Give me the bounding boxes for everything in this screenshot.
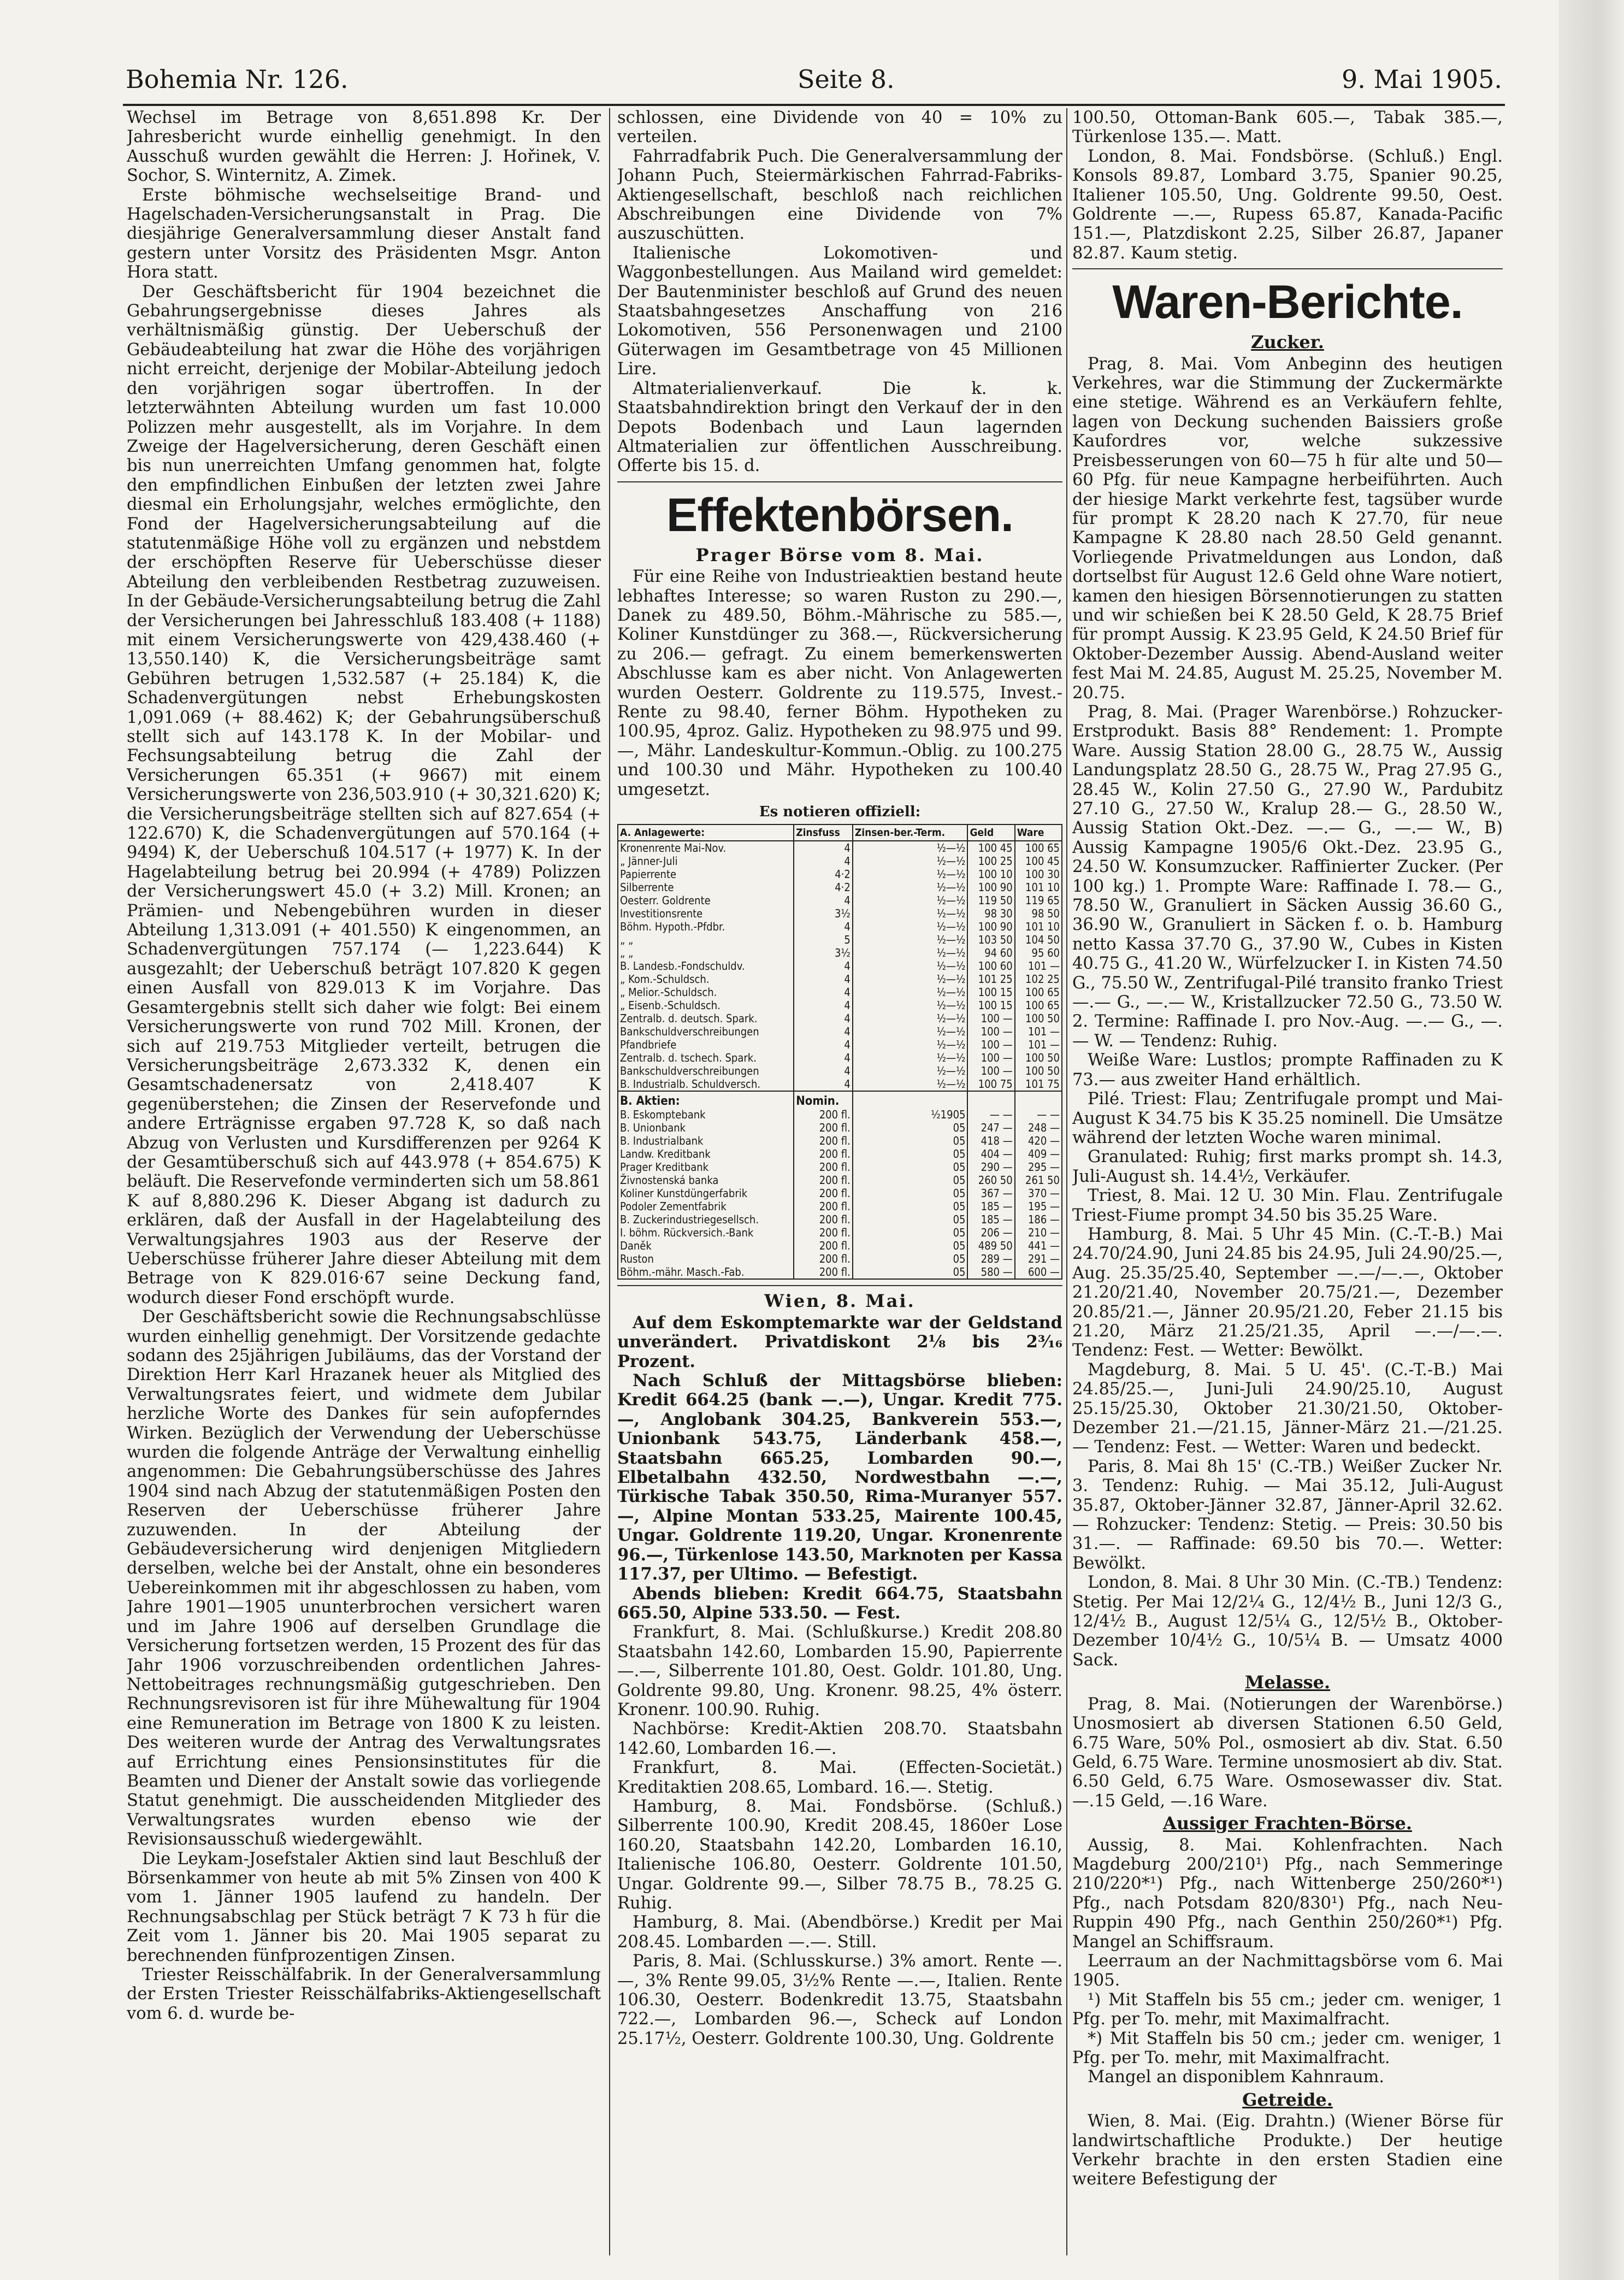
table-cell: 5 bbox=[794, 933, 853, 946]
header-page-number: Seite 8. bbox=[798, 64, 895, 94]
table-row bbox=[618, 1252, 1062, 1265]
table-row bbox=[618, 1025, 1062, 1038]
header-rule bbox=[123, 104, 1505, 106]
column-rule bbox=[1066, 108, 1067, 2255]
table-row bbox=[618, 1134, 1062, 1147]
table-cell: 05 bbox=[853, 1134, 968, 1147]
table-cell: 100 10 bbox=[967, 868, 1014, 881]
subsection-title: Melasse. bbox=[1244, 1672, 1331, 1693]
table-cell: 580 — bbox=[967, 1265, 1014, 1279]
table-cell: ½1905 bbox=[853, 1108, 968, 1121]
table-cell: 4 bbox=[794, 1064, 853, 1077]
table-cell: 370 — bbox=[1015, 1187, 1062, 1200]
section-rule bbox=[617, 481, 1062, 482]
table-cell: 100 50 bbox=[1015, 1051, 1062, 1064]
table-cell: 05 bbox=[853, 1265, 968, 1279]
table-cell: 404 — bbox=[967, 1147, 1014, 1160]
table-cell: 4 bbox=[794, 1012, 853, 1025]
table-cell: 418 — bbox=[967, 1134, 1014, 1147]
table-cell: 94 60 bbox=[967, 946, 1014, 959]
table-cell: ½—½ bbox=[853, 855, 968, 868]
table-cell: Ruston bbox=[618, 1252, 794, 1265]
market-report: Frankfurt, 8. Mai. (Effecten-Societät.) Kreditaktien 208.65, Lombard. 16.—. Stetig. bbox=[617, 1758, 1062, 1797]
market-report: Paris, 8. Mai 8h 15' (C.-TB.) Weißer Zucker Nr. 3. Tendenz: Ruhig. — Mai 35.12, Juli-August 35.87, Oktober-Jänner 32.87, Jänner-April 32.62. — Rohzucker: Tendenz: Stetig. — Preis: 30.50 bis 31.—. — Raffinade: 69.50 bis 70.—. Wetter: Bewölkt. bbox=[1072, 1457, 1503, 1573]
table-cell: ½—½ bbox=[853, 1064, 968, 1077]
table-cell: Zentralb. d. tschech. Spark. bbox=[618, 1051, 794, 1064]
table-cell: 200 fl. bbox=[794, 1213, 853, 1226]
table-cell: 441 — bbox=[1015, 1239, 1062, 1252]
table-cell: Bankschuldverschreibungen bbox=[618, 1064, 794, 1077]
article-paragraph: Der Geschäftsbericht sowie die Rechnungsabschlüsse wurden einhellig genehmigt. Der Vorsitzende gedachte sodann des 25jährigen Jubiläums, das der Vorstand der Direktion Herr Karl Hrazanek heuer als Mitglied des Verwaltungsrates feiert, und widmete dem Jubilar herzliche Worte des Dankes für sein aufopferndes Wirken. Bezüglich der Verwendung der Ueberschüsse wurden die folgende Anträge der Verwaltung einhellig angenommen: Die Gebahrungsüberschüsse des Jahres 1904 sind nach Abzug der statutenmäßigen Posten den Reserven der Ueberschüsse früherer Jahre zuzuwenden. In der Abteilung der Gebäudeversicherung wird denjenigen Mitgliedern derselben, welche bei der Anstalt, ohne ein besonderes Uebereinkommen mit ihr abgeschlossen zu haben, vom Jahre 1901—1905 ununterbrochen versichert waren und im Jahre 1906 auf derselben Grundlage die Versicherung fortsetzen werden, 15 Prozent des für das Jahr 1906 vorzuschreibenden ordentlichen Jahres-Nettobeitrages rechnungsmäßig gutgeschrieben. Den Rechnungsrevisoren ist für ihre Mühewaltung für 1904 eine Remuneration im Betrage von 1800 K zu leisten. Des weiteren wurde der Antrag des Verwaltungsrates auf Errichtung eines Pensionsinstitutes für die Beamten und Diener der Anstalt sowie das vorliegende Statut genehmigt. Die ausscheidenden Mitglieder des Verwaltungsrates wurden ebenso wie der Revisionsausschuß wiedergewählt. bbox=[127, 1307, 601, 1849]
market-report: Wien, 8. Mai. (Eig. Drahtn.) (Wiener Börse für landwirtschaftliche Produkte.) Der heutige Verkehr brachte in den ersten Stadien eine weitere Befestigung der bbox=[1072, 2112, 1503, 2189]
market-report: Hamburg, 8. Mai. 5 Uhr 45 Min. (C.-T.-B.) Mai 24.70/24.90, Juni 24.85 bis 24.95, Juli 24.90/25.—, Aug. 25.35/25.40, September —.—/—.—, Oktober 21.20/21.40, November 20.75/21.—, Dezember 20.85/21.—, Jänner 20.95/21.20, Feber 21.15 bis 21.20, März 21.25/21.35, April —.—/—.—. Tendenz: Fest. — Wetter: Bewölkt. bbox=[1072, 1224, 1503, 1360]
table-cell: 101 10 bbox=[1015, 881, 1062, 894]
table-cell: ½—½ bbox=[853, 1038, 968, 1051]
market-report: Weiße Ware: Lustlos; prompte Raffinaden zu K 73.— aus zweiter Hand erhältlich. bbox=[1072, 1051, 1503, 1089]
table-row bbox=[618, 1077, 1062, 1091]
table-row bbox=[618, 933, 1062, 946]
table-cell: Bankschuldverschreibungen bbox=[618, 1025, 794, 1038]
table-cell: ½—½ bbox=[853, 1077, 968, 1091]
market-report: Mangel an disponiblem Kahnraum. bbox=[1088, 2067, 1385, 2087]
table-cell: 248 — bbox=[1015, 1121, 1062, 1134]
table-header: Ware bbox=[1015, 824, 1062, 841]
table-cell: 05 bbox=[853, 1213, 968, 1226]
table-row bbox=[618, 1012, 1062, 1025]
market-report: Granulated: Ruhig; first marks prompt sh. 14.3, Juli-August sh. 14.4½, Verkäufer. bbox=[1072, 1147, 1503, 1186]
table-cell: Zentralb. d. deutsch. Spark. bbox=[618, 1012, 794, 1025]
table-cell: ½—½ bbox=[853, 986, 968, 999]
header-issue: Bohemia Nr. 126. bbox=[126, 64, 349, 94]
market-report: Paris, 8. Mai. (Schlusskurse.) 3% amort. Rente —.—, 3% Rente 99.05, 3½% Rente —.—, Italien. Rente 106.30, Oesterr. Bodenkredit 13.75, Staatsbahn 722.—, Lombarden 96.—, Scheck auf London 25.17½, Oesterr. Goldrente 100.30, Ung. Goldrente bbox=[617, 1952, 1062, 2048]
table-cell: „ Eisenb.-Schuldsch. bbox=[618, 999, 794, 1012]
table-row bbox=[618, 1200, 1062, 1213]
table-cell: 185 — bbox=[967, 1213, 1014, 1226]
table-row bbox=[618, 959, 1062, 973]
table-row bbox=[618, 1051, 1062, 1064]
market-report: Pilé. Triest: Flau; Zentrifugale prompt und Mai-August K 34.75 bis K 35.25 nominell. Die Umsätze während der letzten Woche waren minimal. bbox=[1072, 1089, 1503, 1147]
table-cell: Koliner Kunstdüngerfabrik bbox=[618, 1187, 794, 1200]
table-cell: „ „ bbox=[618, 933, 794, 946]
table-row bbox=[618, 1160, 1062, 1174]
section-headline: Waren-Berichte. bbox=[1112, 276, 1463, 329]
table-cell: 98 50 bbox=[1015, 907, 1062, 920]
table-cell: 200 fl. bbox=[794, 1160, 853, 1174]
table-cell: 3½ bbox=[794, 907, 853, 920]
table-cell: 200 fl. bbox=[794, 1134, 853, 1147]
table-cell: 200 fl. bbox=[794, 1252, 853, 1265]
table-cell: Kronenrente Mai-Nov. bbox=[618, 841, 794, 855]
table-cell: Podoler Zementfabrik bbox=[618, 1200, 794, 1213]
table-cell: ½—½ bbox=[853, 1012, 968, 1025]
table-cell: B. Unionbank bbox=[618, 1121, 794, 1134]
table-cell: 100 15 bbox=[967, 999, 1014, 1012]
table-row bbox=[618, 986, 1062, 999]
table-cell: 4 bbox=[794, 841, 853, 855]
table-cell: 247 — bbox=[967, 1121, 1014, 1134]
table-cell: 100 60 bbox=[967, 959, 1014, 973]
quotation-table bbox=[617, 824, 1062, 1280]
table-cell: 100 15 bbox=[967, 986, 1014, 999]
table-cell: Oesterr. Goldrente bbox=[618, 894, 794, 907]
table-cell: 100 — bbox=[967, 1038, 1014, 1051]
table-cell: ½—½ bbox=[853, 959, 968, 973]
table-cell: ½—½ bbox=[853, 933, 968, 946]
market-report: Abends blieben: Kredit 664.75, Staatsbahn 665.50, Alpine 533.50. — Fest. bbox=[617, 1583, 1062, 1623]
table-cell: B. Industrialbank bbox=[618, 1134, 794, 1147]
market-report: Prag, 8. Mai. Vom Anbeginn des heutigen Verkehres, war die Stimmung der Zuckermärkte eine stetige. Während es an Verkäufern fehlte, lagen von Deckung suchenden Baissiers große Kaufordres vor, welche sukzessive Preisbesserungen von 60—75 h für alte und 50—60 Pfg. für neue Kampagne herbeiführten. Auch der hiesige Markt verkehrte fest, tagsüber wurde für prompt K 28.20 nach K 27.70, für neue Kampagne K 28.80 nach 28.50 Geld genannt. Vorliegende Privatmeldungen aus London, daß dortselbst für August 12.6 Geld ohne Ware notiert, kamen den hiesigen Börsennotierungen zu statten und wir schießen bei K 28.50 Geld, K 28.75 Brief für prompt Aussig. K 23.95 Geld, K 24.50 Brief für Oktober-Dezember Aussig. Abend-Ausland weiter fest Mai M. 24.85, August M. 25.25, November M. 20.75. bbox=[1072, 354, 1503, 703]
table-row bbox=[618, 1108, 1062, 1121]
table-row bbox=[618, 907, 1062, 920]
table-cell: 200 fl. bbox=[794, 1121, 853, 1134]
article-paragraph: schlossen, eine Dividende von 40 = 10% zu verteilen. bbox=[617, 108, 1062, 147]
table-row bbox=[618, 1265, 1062, 1279]
table-cell: „ Kom.-Schuldsch. bbox=[618, 973, 794, 986]
table-cell: 100 30 bbox=[1015, 868, 1062, 881]
table-cell: ½—½ bbox=[853, 907, 968, 920]
table-cell: 05 bbox=[853, 1160, 968, 1174]
article-paragraph: Fahrradfabrik Puch. Die Generalversammlung der Johann Puch, Steiermärkischen Fahrrad-Fabriks-Aktiengesellschaft, beschloß nach reichlichen Abschreibungen eine Dividende von 7% auszuschütten. bbox=[617, 146, 1062, 244]
table-cell: 100 — bbox=[967, 1051, 1014, 1064]
table-row bbox=[618, 1121, 1062, 1134]
table-cell: — — bbox=[1015, 1108, 1062, 1121]
table-cell: 100 65 bbox=[1015, 986, 1062, 999]
subsection-title: Aussiger Frachten-Börse. bbox=[1163, 1813, 1412, 1834]
table-cell: 100 50 bbox=[1015, 1012, 1062, 1025]
table-row bbox=[618, 1038, 1062, 1051]
table-cell: Papierrente bbox=[618, 868, 794, 881]
column-rule bbox=[609, 108, 610, 2255]
table-cell: 119 65 bbox=[1015, 894, 1062, 907]
table-cell: Silberrente bbox=[618, 881, 794, 894]
table-cell: Böhm. Hypoth.-Pfdbr. bbox=[618, 920, 794, 933]
table-cell: 119 50 bbox=[967, 894, 1014, 907]
market-report: Prag, 8. Mai. (Notierungen der Warenbörse.) Unosmosiert ab diversen Stationen 6.50 Geld, 6.75 Ware, 50% Pol., osmosiert ab div. Stat. 6.50 Geld, 6.75 Ware. Termine unosmosiert ab div. Stat. 6.50 Geld, 6.75 Ware. Osmosewasser div. Stat. —.15 Geld, —.16 Ware. bbox=[1072, 1694, 1503, 1811]
table-cell: B. Industrialb. Schuldversch. bbox=[618, 1077, 794, 1091]
table-cell: ½—½ bbox=[853, 973, 968, 986]
table-cell: ½—½ bbox=[853, 920, 968, 933]
table-cell: 100 90 bbox=[967, 881, 1014, 894]
table-row bbox=[618, 920, 1062, 933]
table-cell: ½—½ bbox=[853, 999, 968, 1012]
table-cell: 100 45 bbox=[1015, 855, 1062, 868]
column-1 bbox=[127, 108, 601, 2261]
article-paragraph: Wechsel im Betrage von 8,651.898 Kr. Der Jahresbericht wurde einhellig genehmigt. In den Ausschuß wurden gewählt die Herren: J. Hořinek, V. Sochor, S. Winternitz, A. Zimek. bbox=[127, 108, 601, 186]
table-row bbox=[618, 855, 1062, 868]
table-header: Geld bbox=[967, 824, 1014, 841]
table-cell: B. Eskomptebank bbox=[618, 1108, 794, 1121]
table-cell: 101 25 bbox=[967, 973, 1014, 986]
table-cell: 4 bbox=[794, 959, 853, 973]
table-cell: B. Landesb.-Fondschuldv. bbox=[618, 959, 794, 973]
table-row bbox=[618, 999, 1062, 1012]
table-row bbox=[618, 894, 1062, 907]
table-cell: 101 — bbox=[1015, 1038, 1062, 1051]
table-cell: 185 — bbox=[967, 1200, 1014, 1213]
page-header bbox=[126, 64, 1502, 103]
market-report: Hamburg, 8. Mai. (Abendbörse.) Kredit per Mai 208.45. Lombarden —.—. Still. bbox=[617, 1913, 1062, 1952]
table-cell: ½—½ bbox=[853, 894, 968, 907]
table-cell: 295 — bbox=[1015, 1160, 1062, 1174]
market-report: 100.50, Ottoman-Bank 605.—, Tabak 385.—, Türkenlose 135.—. Matt. bbox=[1072, 108, 1503, 147]
table-cell: 200 fl. bbox=[794, 1174, 853, 1187]
table-cell: 291 — bbox=[1015, 1252, 1062, 1265]
table-cell: 103 50 bbox=[967, 933, 1014, 946]
table-cell: 100 45 bbox=[967, 841, 1014, 855]
table-caption: Es notieren offiziell: bbox=[759, 804, 921, 820]
table-cell: I. böhm. Rückversich.-Bank bbox=[618, 1226, 794, 1239]
table-cell: 260 50 bbox=[967, 1174, 1014, 1187]
table-cell: — — bbox=[967, 1108, 1014, 1121]
table-cell: 4 bbox=[794, 920, 853, 933]
market-report: Für eine Reihe von Industrieaktien bestand heute lebhaftes Interesse; so waren Ruston zu 290.—, Danek zu 489.50, Böhm.-Mährische zu 585.—, Koliner Kunstdünger zu 368.—, Rückversicherung zu 206.— gefragt. Zu einem bemerkenswerten Abschlusse kam es aber nicht. Von Anlagewerten wurden Oesterr. Goldrente zu 119.575, Invest.-Rente zu 98.40, ferner Böhm. Hypotheken zu 100.95, 4proz. Galiz. Hypotheken zu 98.975 und 99.—, Mähr. Landeskultur-Kommun.-Oblig. zu 100.275 und 100.30 und Mähr. Hypotheken zu 100.40 umgesetzt. bbox=[617, 567, 1062, 799]
table-cell: 101 75 bbox=[1015, 1077, 1062, 1091]
table-cell: 420 — bbox=[1015, 1134, 1062, 1147]
table-cell: 200 fl. bbox=[794, 1187, 853, 1200]
table-section-label: B. Aktien: bbox=[618, 1091, 794, 1108]
table-cell: 100 75 bbox=[967, 1077, 1014, 1091]
table-row bbox=[618, 1174, 1062, 1187]
table-cell: 05 bbox=[853, 1121, 968, 1134]
table-cell: 4 bbox=[794, 855, 853, 868]
market-report: Aussig, 8. Mai. Kohlenfrachten. Nach Magdeburg 200/210¹) Pfg., nach Semmeringe 210/220*¹) Pfg., nach Wittenberge 250/260*¹) Pfg., nach Potsdam 820/830¹) Pfg., nach Neu-Ruppin 490 Pfg., nach Genthin 250/260*¹) Pfg. Mangel an Schiffsraum. bbox=[1072, 1835, 1503, 1952]
market-report: Auf dem Eskomptemarkte war der Geldstand unverändert. Privatdiskont 2⅛ bis 2³⁄₁₆ Prozent. bbox=[617, 1312, 1062, 1371]
table-cell: 4·2 bbox=[794, 868, 853, 881]
table-cell: 200 fl. bbox=[794, 1108, 853, 1121]
table-cell: Daněk bbox=[618, 1239, 794, 1252]
table-row bbox=[618, 973, 1062, 986]
table-cell: 195 — bbox=[1015, 1200, 1062, 1213]
table-cell: 100 65 bbox=[1015, 841, 1062, 855]
market-report: Hamburg, 8. Mai. Fondsbörse. (Schluß.) Silberrente 100.90, Kredit 208.45, 1860er Lose 160.20, Staatsbahn 142.20, Lombarden 16.10, Italienische 106.80, Oesterr. Goldrente 101.50, Ungar. Goldrente 99.—, Silber 78.75 B., 78.25 G. Ruhig. bbox=[617, 1796, 1062, 1913]
table-cell: Pfandbriefe bbox=[618, 1038, 794, 1051]
table-cell: ½—½ bbox=[853, 881, 968, 894]
table-header: Zinsfuss bbox=[794, 824, 853, 841]
table-cell: 104 50 bbox=[1015, 933, 1062, 946]
table-cell: ½—½ bbox=[853, 946, 968, 959]
section-headline: Effektenbörsen. bbox=[666, 488, 1013, 541]
table-cell: 100 — bbox=[967, 1012, 1014, 1025]
table-cell: 95 60 bbox=[1015, 946, 1062, 959]
table-cell: 200 fl. bbox=[794, 1147, 853, 1160]
table-cell: „ „ bbox=[618, 946, 794, 959]
table-cell: 05 bbox=[853, 1187, 968, 1200]
table-cell: Prager Kreditbank bbox=[618, 1160, 794, 1174]
table-cell: 101 — bbox=[1015, 959, 1062, 973]
market-report: Prag, 8. Mai. (Prager Warenbörse.) Rohzucker-Erstprodukt. Basis 88° Rendement: 1. Prompte Ware. Aussig Station 28.00 G., 28.75 W., Aussig Landungsplatz 28.50 G., 28.75 W., Prag 27.95 G., 28.45 W., Kolin 27.50 G., 27.90 W., Pardubitz 27.10 G., 27.50 W., Kralup 28.— G., 28.50 W., Aussig Station Okt.-Dez. —.— G., —.— W., B) Aussig Kampagne 1905/6 Okt.-Dez. 23.95 G., 24.50 W. Konsumzucker. Raffinierter Zucker. (Per 100 kg.) 1. Prompte Ware: Raffinade I. 78.— G., 78.50 W., Granuliert in Säcken Aussig 36.60 G., 36.90 W., Granuliert in Säcken f. o. b. Hamburg netto Kassa 37.70 G., 37.90 W., Cubes in Kisten 40.75 G., 41.20 W., Würfelzucker I. in Kisten 74.50 G., 75.50 W., Zentrifugal-Pilé transito franko Triest —.— G., —.— W., Kristallzucker 72.50 G., 73.50 W. 2. Termine: Raffinade I. pro Nov.-Aug. —.— G., —.— W. — Tendenz: Ruhig. bbox=[1072, 702, 1503, 1051]
table-body-anlagewerte bbox=[618, 841, 1062, 1091]
scan-edge bbox=[1558, 0, 1624, 2280]
table-cell: 05 bbox=[853, 1147, 968, 1160]
header-date: 9. Mai 1905. bbox=[1341, 64, 1502, 94]
table-cell: 100 — bbox=[967, 1064, 1014, 1077]
market-report: Magdeburg, 8. Mai. 5 U. 45'. (C.-T.-B.) Mai 24.85/25.—, Juni-Juli 24.90/25.10, August 25.15/25.30, Oktober 21.30/21.50, Oktober-Dezember 21.—/21.15, Jänner-März 21.—/21.25. — Tendenz: Fest. — Wetter: Waren und bedeckt. bbox=[1072, 1360, 1503, 1457]
table-cell: 05 bbox=[853, 1226, 968, 1239]
article-paragraph: Die Leykam-Josefstaler Aktien sind laut Beschluß der Börsenkammer von heute ab mit 5% Zinsen von 400 K vom 1. Jänner 1905 laufend zu handeln. Der Rechnungsabschlag per Stück beträgt 7 K 73 h für die Zeit vom 1. Jänner bis 20. Mai 1905 separat zu berechnenden fünfprozentigen Zinsen. bbox=[127, 1849, 601, 1965]
table-cell: „ Melior.-Schuldsch. bbox=[618, 986, 794, 999]
market-report: Nachbörse: Kredit-Aktien 208.70. Staatsbahn 142.60, Lombarden 16.—. bbox=[617, 1719, 1062, 1758]
table-cell: B. Zuckerindustriegesellsch. bbox=[618, 1213, 794, 1226]
table-cell: Böhm.-mähr. Masch.-Fab. bbox=[618, 1265, 794, 1279]
market-report: Triest, 8. Mai. 12 U. 30 Min. Flau. Zentrifugale Triest-Fiume prompt 34.50 bis 35.25 Ware. bbox=[1072, 1186, 1503, 1225]
table-cell: 186 — bbox=[1015, 1213, 1062, 1226]
table-cell: 100 50 bbox=[1015, 1064, 1062, 1077]
article-paragraph: Altmaterialienverkauf. Die k. k. Staatsbahndirektion bringt den Verkauf der in den Depots Bodenbach und Laun lagernden Altmaterialien zur öffentlichen Ausschreibung. Offerte bis 15. d. bbox=[617, 379, 1062, 476]
table-cell: Investitionsrente bbox=[618, 907, 794, 920]
section-rule bbox=[1072, 268, 1503, 269]
table-cell: 100 65 bbox=[1015, 999, 1062, 1012]
column-3 bbox=[1072, 108, 1503, 2261]
table-row bbox=[618, 946, 1062, 959]
article-paragraph: Italienische Lokomotiven- und Waggonbestellungen. Aus Mailand wird gemeldet: Der Bautenminister beschloß auf Grund des neuen Staatsbahngesetzes Anschaffung von 216 Lokomotiven, 556 Personenwagen und 2100 Güterwagen im Gesamtbetrage von 45 Millionen Lire. bbox=[617, 243, 1062, 379]
table-cell: 05 bbox=[853, 1252, 968, 1265]
subsection-title: Getreide. bbox=[1242, 2089, 1333, 2110]
table-cell: 206 — bbox=[967, 1226, 1014, 1239]
table-cell: 289 — bbox=[967, 1252, 1014, 1265]
table-row bbox=[618, 1064, 1062, 1077]
table-cell: 101 10 bbox=[1015, 920, 1062, 933]
table-cell: 3½ bbox=[794, 946, 853, 959]
table-cell: 409 — bbox=[1015, 1147, 1062, 1160]
subsection-title: Zucker. bbox=[1251, 332, 1324, 353]
table-cell: 100 90 bbox=[967, 920, 1014, 933]
table-row bbox=[618, 881, 1062, 894]
table-cell: 4 bbox=[794, 1051, 853, 1064]
table-cell: 05 bbox=[853, 1200, 968, 1213]
table-cell: 210 — bbox=[1015, 1226, 1062, 1239]
table-cell: ½—½ bbox=[853, 1051, 968, 1064]
table-cell: 200 fl. bbox=[794, 1200, 853, 1213]
table-cell: 102 25 bbox=[1015, 973, 1062, 986]
market-report: Nach Schluß der Mittagsbörse blieben: Kredit 664.25 (bank —.—), Ungar. Kredit 775.—, Anglobank 304.25, Bankverein 553.—, Unionbank 543.75, Länderbank 458.—, Staatsbahn 665.25, Lombarden 90.—, Elbetalbahn 432.50, Nordwestbahn —.—, Türkische Tabak 350.50, Rima-Muranyer 557.—, Alpine Montan 533.25, Mairente 100.45, Ungar. Goldrente 119.20, Ungar. Kronenrente 96.—, Türkenlose 143.50, Marknoten per Kassa 117.37, per Ultimo. — Befestigt. bbox=[617, 1371, 1062, 1584]
table-cell: 4 bbox=[794, 1077, 853, 1091]
subsection-title: Prager Börse vom 8. Mai. bbox=[695, 544, 984, 565]
market-report: Frankfurt, 8. Mai. (Schlußkurse.) Kredit 208.80 Staatsbahn 142.60, Lombarden 15.90, Papierrente —.—, Silberrente 101.80, Oest. Goldr. 101.80, Ung. Goldrente 99.80, Ung. Kronenr. 98.25, 4% österr. Kronenr. 100.90. Ruhig. bbox=[617, 1623, 1062, 1719]
table-cell: 200 fl. bbox=[794, 1226, 853, 1239]
table-cell: 4 bbox=[794, 973, 853, 986]
table-cell: 4 bbox=[794, 894, 853, 907]
table-cell: ½—½ bbox=[853, 841, 968, 855]
footnote: ¹) Mit Staffeln bis 55 cm.; jeder cm. weniger, 1 Pfg. per To. mehr, mit Maximalfracht. bbox=[1072, 1990, 1503, 2029]
table-cell: 100 — bbox=[967, 1025, 1014, 1038]
table-row bbox=[618, 1187, 1062, 1200]
table-cell: 4 bbox=[794, 1025, 853, 1038]
table-row bbox=[618, 841, 1062, 855]
table-cell: 4 bbox=[794, 999, 853, 1012]
table-cell: Landw. Kreditbank bbox=[618, 1147, 794, 1160]
table-row bbox=[618, 868, 1062, 881]
table-row bbox=[618, 1213, 1062, 1226]
table-row bbox=[618, 1147, 1062, 1160]
table-cell: 261 50 bbox=[1015, 1174, 1062, 1187]
table-header: Zinsen-ber.-Term. bbox=[853, 824, 968, 841]
table-cell: Živnostenská banka bbox=[618, 1174, 794, 1187]
market-report: Leerraum an der Nachmittagsbörse vom 6. Mai 1905. bbox=[1072, 1951, 1503, 1990]
table-cell: 4 bbox=[794, 986, 853, 999]
table-cell: 367 — bbox=[967, 1187, 1014, 1200]
table-header: A. Anlagewerte: bbox=[618, 824, 794, 841]
table-section-label: Nomin. bbox=[794, 1091, 853, 1108]
subsection-title: Wien, 8. Mai. bbox=[764, 1291, 916, 1312]
market-report: London, 8. Mai. 8 Uhr 30 Min. (C.-TB.) Tendenz: Stetig. Per Mai 12/2¼ G., 12/4½ B., Juni 12/3 G., 12/4½ B., August 12/5¼ G., 12/5½ B., Oktober-Dezember 10/4½ G., 10/5¼ B. — Umsatz 4000 Sack. bbox=[1072, 1573, 1503, 1670]
table-cell: 98 30 bbox=[967, 907, 1014, 920]
table-cell: 101 — bbox=[1015, 1025, 1062, 1038]
table-cell: 05 bbox=[853, 1174, 968, 1187]
market-report: London, 8. Mai. Fondsbörse. (Schluß.) Engl. Konsols 89.87, Lombard 3.75, Spanier 90.25, Italiener 105.50, Ung. Goldrente 99.50, Oest. Goldrente —.—, Rupess 65.87, Kanada-Pacific 151.—, Platzdiskont 2.25, Silber 26.87, Japaner 82.87. Kaum stetig. bbox=[1072, 146, 1503, 263]
table-cell: ½—½ bbox=[853, 1025, 968, 1038]
table-cell: 290 — bbox=[967, 1160, 1014, 1174]
article-paragraph: Triester Reisschälfabrik. In der Generalversammlung der Ersten Triester Reisschälfabriks-Aktiengesellschaft vom 6. d. wurde be- bbox=[127, 1965, 601, 2023]
table-cell: 600 — bbox=[1015, 1265, 1062, 1279]
table-cell: 200 fl. bbox=[794, 1265, 853, 1279]
footnote: *) Mit Staffeln bis 50 cm.; jeder cm. weniger, 1 Pfg. per To. mehr, mit Maximalfracht. bbox=[1072, 2029, 1503, 2067]
table-cell: 489 50 bbox=[967, 1239, 1014, 1252]
table-cell: 100 25 bbox=[967, 855, 1014, 868]
table-cell: 05 bbox=[853, 1239, 968, 1252]
article-paragraph: Erste böhmische wechselseitige Brand- und Hagelschaden-Versicherungsanstalt in Prag. Die diesjährige Generalversammlung dieser Anstalt fand gestern unter Vorsitz des Präsidenten Msgr. Anton Hora statt. bbox=[127, 185, 601, 282]
table-row bbox=[618, 1226, 1062, 1239]
article-paragraph: Der Geschäftsbericht für 1904 bezeichnet die Gebahrungsergebnisse dieses Jahres als verhältnismäßig günstig. Der Ueberschuß der Gebäudeabteilung hat zwar die Höhe des vorjährigen nicht erreicht, derjenige der Mobilar-Abteilung jedoch den vorjährigen sogar übertroffen. In der letzterwähnten Abteilung wurden um fast 10.000 Polizzen mehr ausgestellt, als im Vorjahre. In dem Zweige der Hagelversicherung, deren Geschäft einen bis nun unerreichten Umfang genommen hat, folgte den empfindlichen Einbußen der letzten zwei Jahre diesmal ein Erholungsjahr, welches ermöglichte, den Fond der Hagelversicherungsabteilung auf die statutenmäßige Höhe voll zu ergänzen und nebstdem der erschöpften Reserve für Ueberschüsse dieser Abteilung den verbleibenden Restbetrag zuzuweisen. In der Gebäude-Versicherungsabteilung betrug die Zahl der Versicherungen bei Jahresschluß 183.408 (+ 1188) mit einem Versicherungswerte von 429,438.460 (+ 13,550.140) K, die Versicherungsbeiträge samt Gebühren betrugen 1,532.587 (+ 25.184) K, die Schadenvergütungen nebst Erhebungskosten 1,091.069 (+ 88.462) K; der Gebahrungsüberschuß stellt sich auf 143.178 K. In der Mobilar- und Fechsungsabteilung betrug die Zahl der Versicherungen 65.351 (+ 9667) mit einem Versicherungswerte von 236,503.910 (+ 30,321.620) K; die Versicherungsbeiträge stellten sich auf 827.654 (+ 122.670) K, die Schadenvergütungen auf 570.164 (+ 9494) K, der Ueberschuß 104.517 (+ 1977) K. In der Hagelabteilung betrug bei 20.994 (+ 4789) Polizzen der Versicherungswert 45.0 (+ 3.2) Mill. Kronen; an Prämien- und Nebengebühren wurden in dieser Abteilung 1,313.091 (+ 401.550) K eingenommen, an Schadenvergütungen 757.174 (— 1,223.644) K ausgezahlt; der Ueberschuß beträgt 107.820 K gegen einen Ausfall von 829.013 K im Vorjahre. Das Gesamtergebnis stellt sich daher wie folgt: Bei einem Versicherungswerte von rund 702 Mill. Kronen, der sich auf 219.753 Mitglieder verteilt, betrugen die Versicherungsbeiträge 2,673.332 K, denen ein Gesamtschadenersatz von 2,418.407 K gegenüberstehen; die Zinsen der Reservefonde und andere Erträgnisse ergaben 97.728 K, so daß nach Abzug von Verlusten und Kursdifferenzen per 9264 K der Gesamtüberschuß sich auf 443.978 (+ 854.675) K beläuft. Die Reservefonde verminderten sich um 58.861 K auf 8,880.296 K. Dieser Abgang ist dadurch zu erklären, daß der Ausfall in der Hagelabteilung des Verwaltungsjahres 1903 aus der Reserve der Ueberschüsse früherer Jahre dieser Abteilung mit dem Betrage von K 829.016·67 seine Deckung fand, wodurch dieser Fond erschöpft wurde. bbox=[127, 282, 601, 1307]
table-body-aktien bbox=[618, 1108, 1062, 1279]
table-row bbox=[618, 1239, 1062, 1252]
table-cell: 4 bbox=[794, 1038, 853, 1051]
section-rule bbox=[617, 1285, 1062, 1286]
table-cell: „ Jänner-Juli bbox=[618, 855, 794, 868]
column-2 bbox=[617, 108, 1062, 2261]
table-cell: ½—½ bbox=[853, 868, 968, 881]
table-cell: 200 fl. bbox=[794, 1239, 853, 1252]
table-cell: 4·2 bbox=[794, 881, 853, 894]
table-body-aktien-header bbox=[618, 1091, 1062, 1108]
